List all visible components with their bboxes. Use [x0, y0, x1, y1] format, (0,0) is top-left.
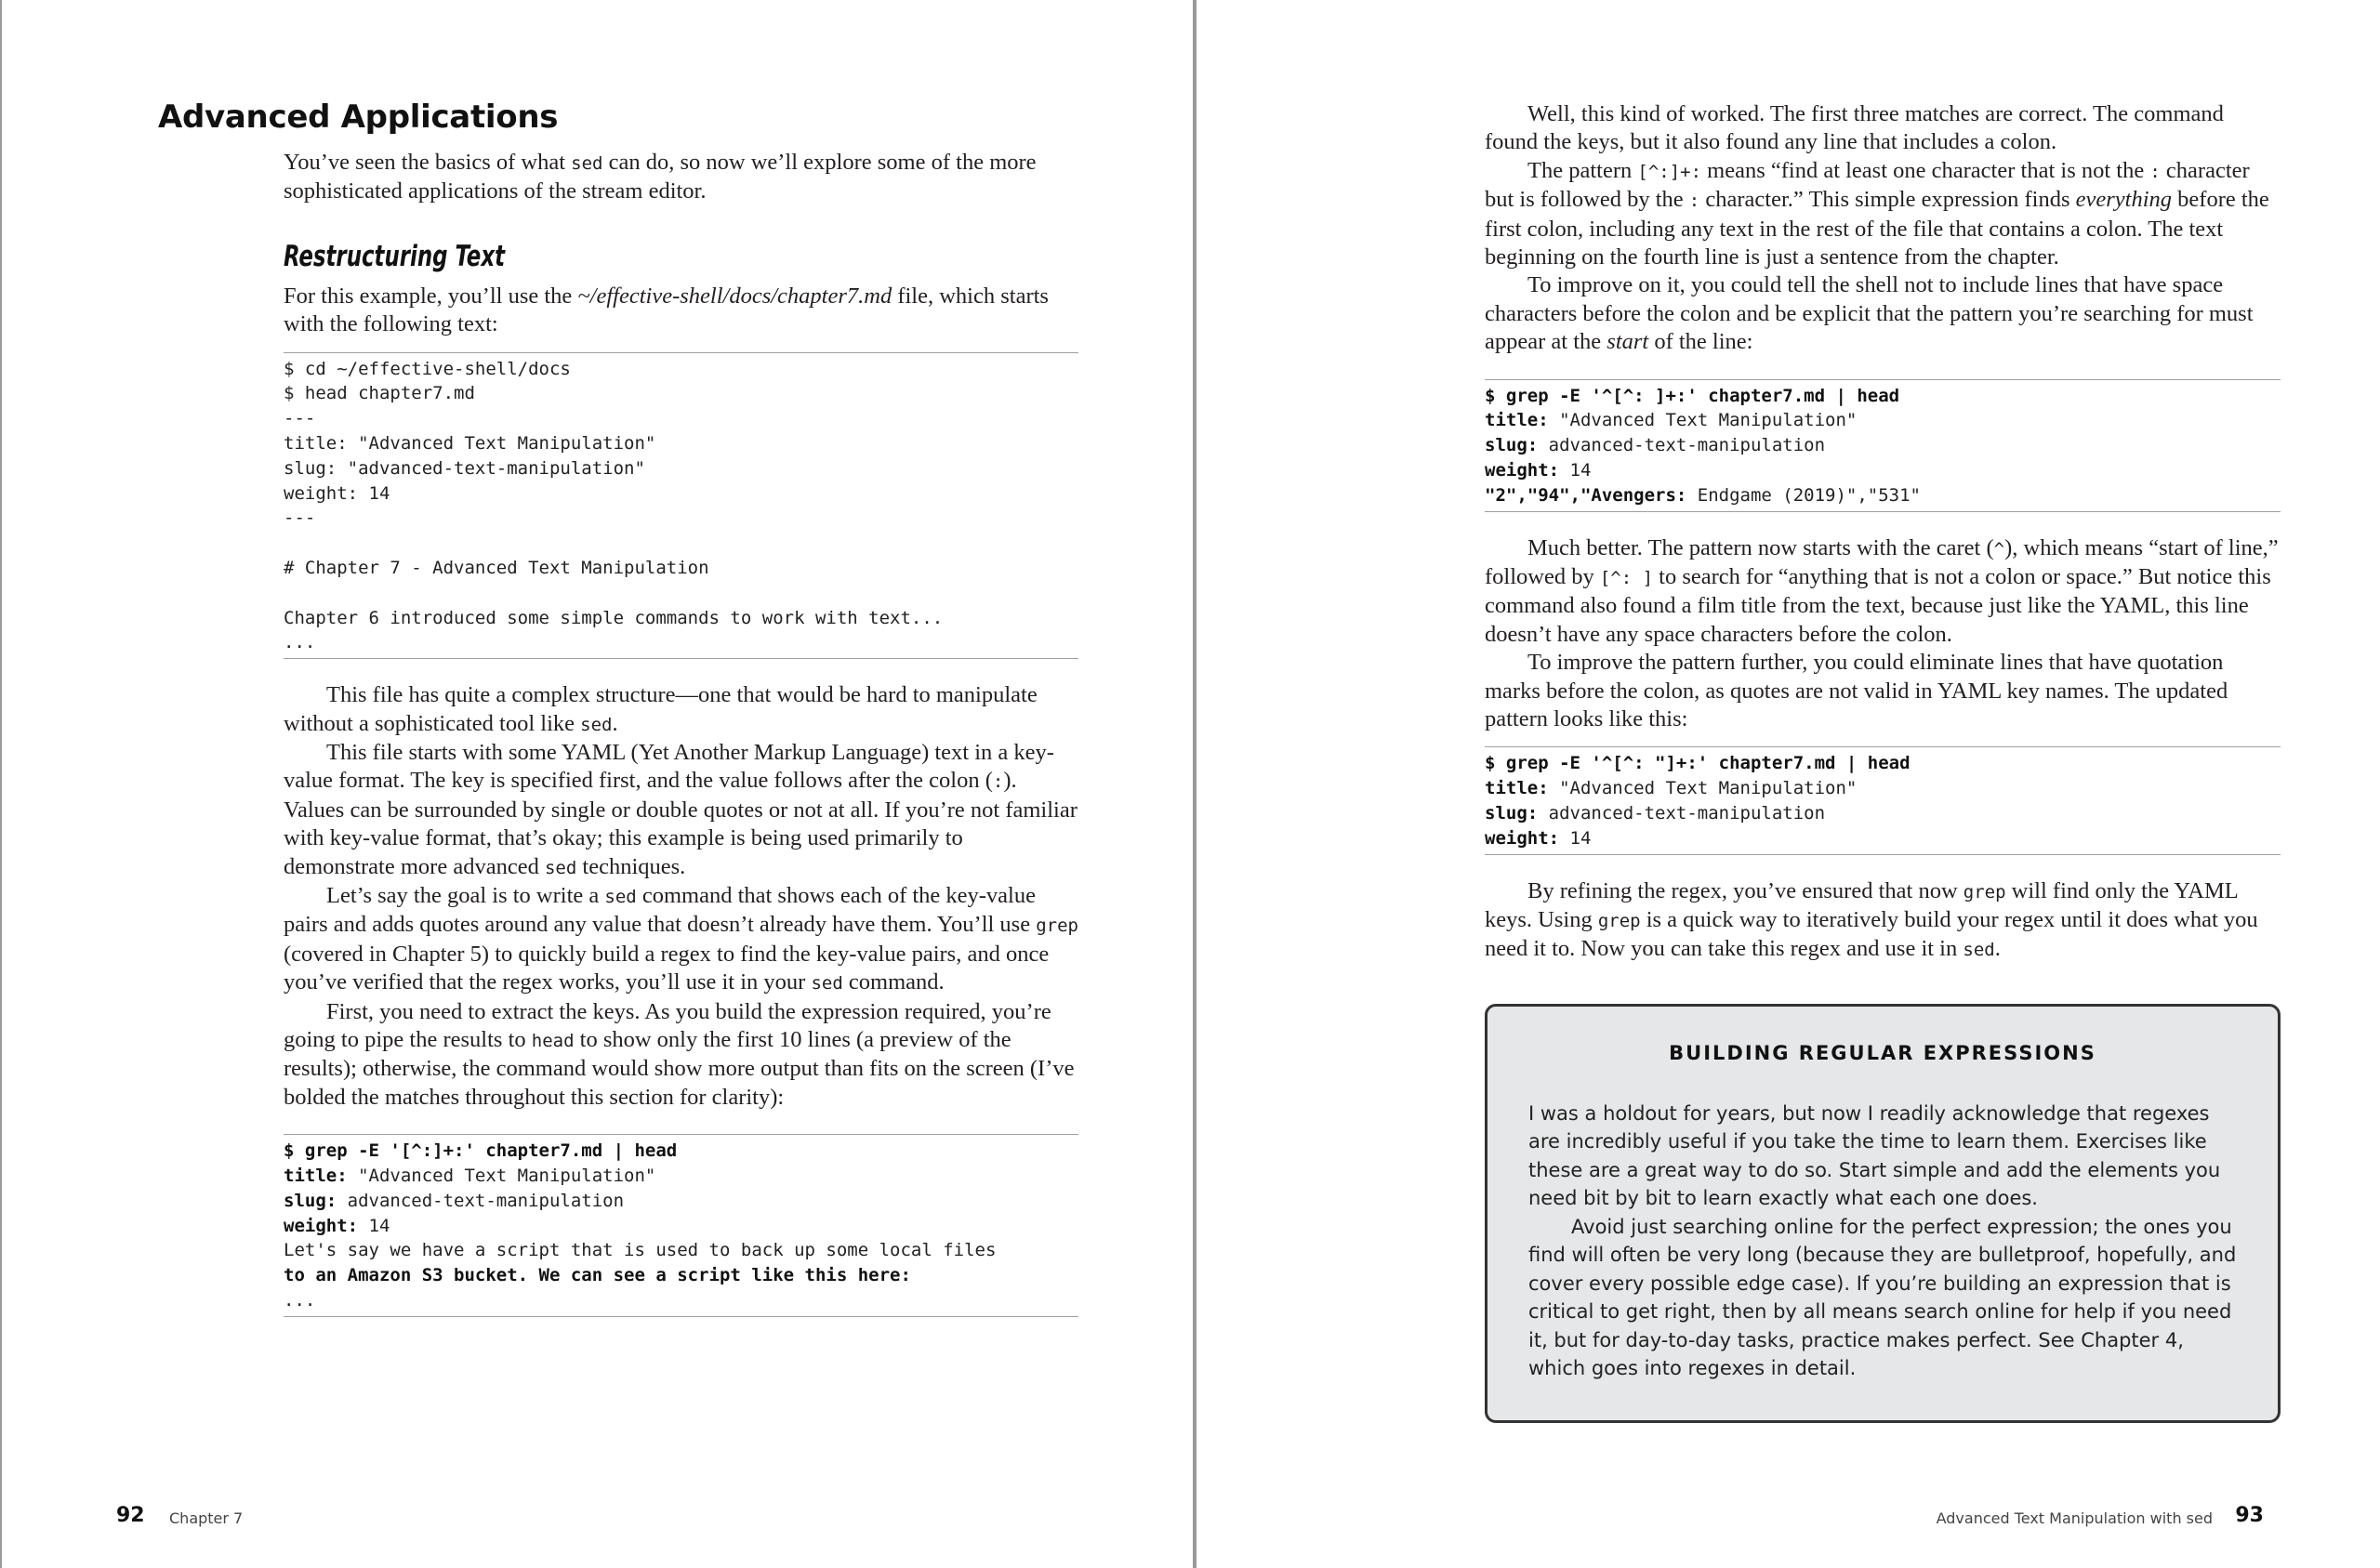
- left-text-column: [284, 149, 1078, 1317]
- sidebar-paragraph: I was a holdout for years, but now I readily acknowledge that regexes are incredibly useful if you take the time to learn them. Exercises like these are a great way to do so. Start simple and add the elements you need bit by bit to learn exactly what each one does.: [1528, 1101, 2221, 1210]
- code-block-grep-1: $ grep -E '[^:]+:' chapter7.md | head title: "Advanced Text Manipulation" slug: advanced-text-manipulation weight: 14 Let's say we have a script that is used to back up some local files to an Amazon S3 bucket. We can see a script like this here: ...: [284, 1134, 1078, 1317]
- body-paragraph: To improve on it, you could tell the shell not to include lines that have space characters before the colon and be explicit that the pattern you’re searching for must appear at the start of the line:: [1485, 272, 2254, 355]
- body-paragraph: Much better. The pattern now starts with the caret (^), which means “start of line,” followed by [^: ] to search for “anything that is not a colon or space.” But notice this command also found a film title from the text, because just like the YAML, this line doesn’t have any space characters before the colon.: [1485, 534, 2279, 647]
- page-number-right: 93: [2235, 1504, 2264, 1527]
- subheading-restructuring-text: Restructuring Text: [284, 239, 506, 273]
- intro-paragraph: You’ve seen the basics of what sed can do, so now we’ll explore some of the more sophisticated applications of the stream editor.: [284, 150, 1037, 204]
- code-block-head-chapter7: $ cd ~/effective-shell/docs $ head chapter7.md --- title: "Advanced Text Manipulation" slug: "advanced-text-manipulation" weight: 14 --- # Chapter 7 - Advanced Text Manipulation Chapter 6 introduced some simple commands to work with text... ...: [284, 352, 1078, 660]
- page-number-left: 92: [116, 1504, 145, 1527]
- body-paragraph: The pattern [^:]+: means “find at least one character that is not the : character but is followed by the : character.” This simple expression finds everything before the first colon, including any text in the rest of the file that contains a colon. The text beginning on the fourth line is just a sentence from the chapter.: [1485, 157, 2269, 270]
- right-text-column: [1485, 100, 2281, 1423]
- body-paragraph: Well, this kind of worked. The first three matches are correct. The command found the keys, but it also found any line that includes a colon.: [1485, 101, 2224, 155]
- right-page: [1193, 0, 2380, 1568]
- running-footer-left: Chapter 7: [169, 1509, 244, 1527]
- example-intro-paragraph: For this example, you’ll use the ~/effective-shell/docs/chapter7.md file, which starts with the following text:: [284, 283, 1049, 337]
- section-heading: Advanced Applications: [158, 99, 559, 136]
- body-paragraph: This file starts with some YAML (Yet Another Markup Language) text in a key-value format. The key is specified first, and the value follows after the colon (:). Values can be surrounded by single or double quotes or not at all. If you’re not familiar with key-value format, that’s okay; this example is being used primarily to demonstrate more advanced sed techniques.: [284, 740, 1078, 879]
- sidebar-box: [1485, 1004, 2281, 1423]
- running-footer-right: Advanced Text Manipulation with sed: [1936, 1509, 2213, 1527]
- body-paragraph: First, you need to extract the keys. As you build the expression required, you’re going to pipe the results to head to show only the first 10 lines (a preview of the results); otherwise, the command would show more output than fits on the screen (I’ve bolded the matches throughout this section for clarity):: [284, 998, 1075, 1110]
- code-block-grep-3: $ grep -E '^[^: "]+:' chapter7.md | head title: "Advanced Text Manipulation" slug: advanced-text-manipulation weight: 14: [1485, 746, 2281, 854]
- file-path: ~/effective-shell/docs/chapter7.md: [577, 283, 892, 309]
- sidebar-title: BUILDING REGULAR EXPRESSIONS: [1669, 1041, 2096, 1064]
- code-block-grep-2: $ grep -E '^[^: ]+:' chapter7.md | head title: "Advanced Text Manipulation" slug: advanced-text-manipulation weight: 14 "2","94","Avengers: Endgame (2019)","531": [1485, 379, 2281, 512]
- body-paragraph: This file has quite a complex structure—one that would be hard to manipulate without a sophisticated tool like sed.: [284, 682, 1038, 736]
- body-paragraph: Let’s say the goal is to write a sed command that shows each of the key-value pairs and adds quotes around any value that doesn’t already have them. You’ll use grep (covered in Chapter 5) to quickly build a regex to find the key-value pairs, and once you’ve verified that the regex works, you’ll use it in your sed command.: [284, 883, 1078, 995]
- sidebar-paragraph: Avoid just searching online for the perfect expression; the ones you find will often be very long (because they are bulletproof, hopefully, and cover every possible edge case). If you’re building an expression that is critical to get right, then by all means search online for help if you need it, but for day-to-day tasks, practice makes perfect. See Chapter 4, which goes into regexes in detail.: [1528, 1215, 2237, 1380]
- body-paragraph: To improve the pattern further, you could eliminate lines that have quotation marks before the colon, as quotes are not valid in YAML key names. The updated pattern looks like this:: [1485, 650, 2228, 732]
- body-paragraph: By refining the regex, you’ve ensured that now grep will find only the YAML keys. Using grep is a quick way to iteratively build your regex until it does what you need it to. Now you can take this regex and use it in sed.: [1485, 877, 2258, 962]
